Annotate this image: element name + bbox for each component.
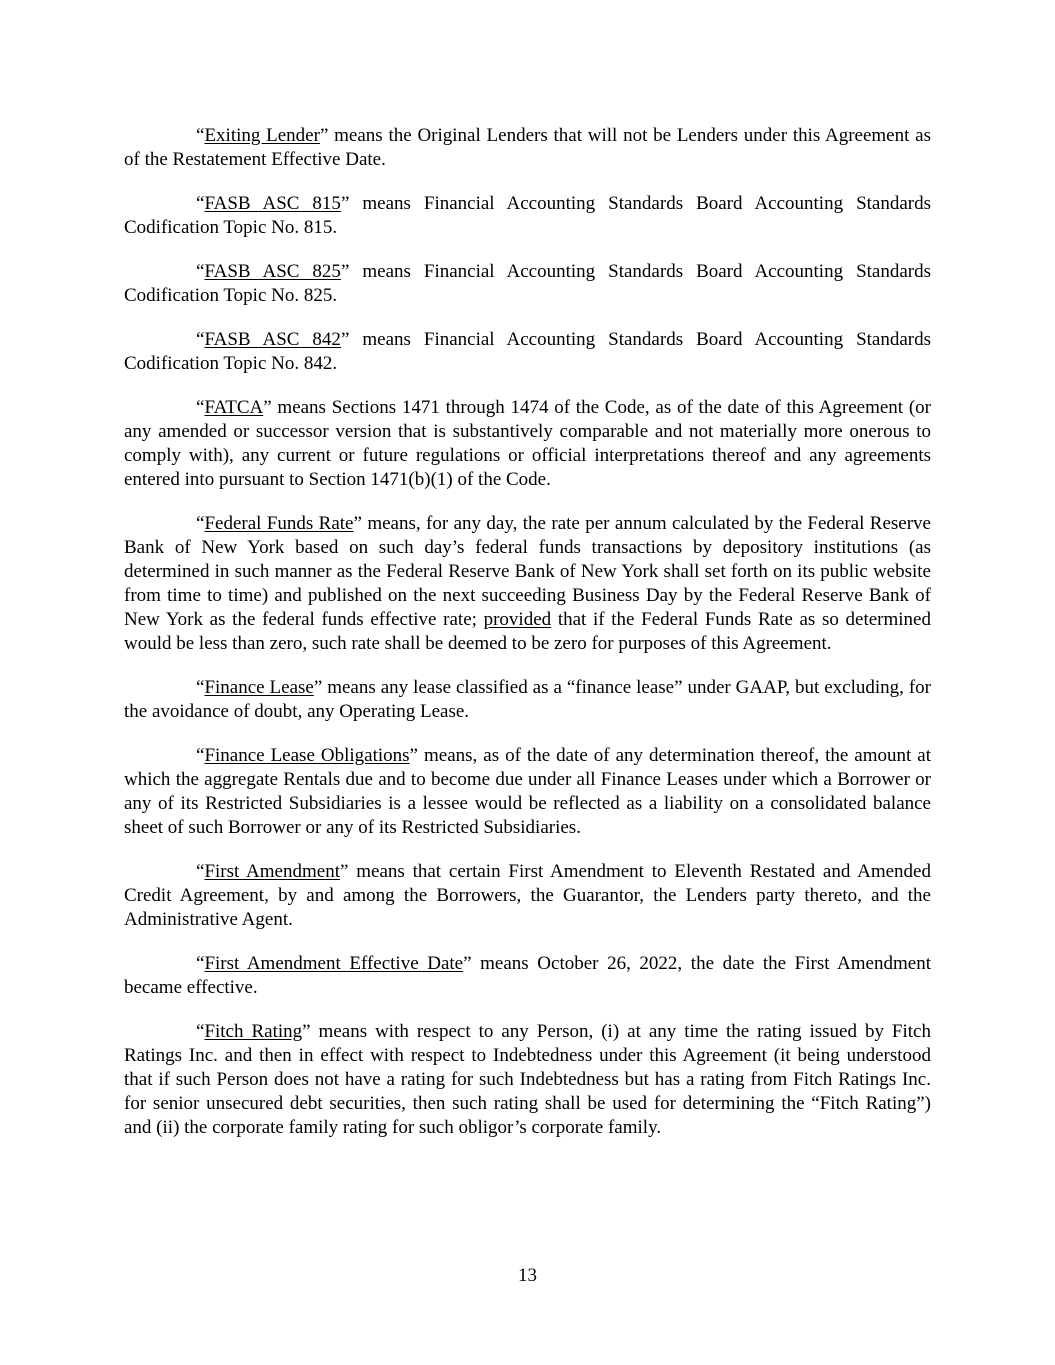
definition-exiting-lender: “Exiting Lender” means the Original Lenders that will not be Lenders under this Agreement as of the Restatement Effective Date. [124, 125, 931, 170]
definition-text: means any lease classified as a “finance lease” under GAAP, but excluding, for the avoidance of doubt, any Operating Lease. [124, 677, 931, 722]
definition-first-amendment: “First Amendment” means that certain First Amendment to Eleventh Restated and Amended Credit Agreement, by and among the Borrowers, the Guarantor, the Lenders party thereto, and the Administrative Agent. [124, 861, 931, 930]
definition-text-end: that if the Federal Funds Rate as so determined would be less than zero, such rate shall be deemed to be zero for purposes of this Agreement. [124, 609, 931, 654]
defined-term: FATCA [204, 397, 264, 418]
defined-term: Finance Lease Obligations [204, 745, 410, 766]
definition-text: means, for any day, the rate per annum calculated by the Federal Reserve Bank of New York based on such day’s federal funds transactions by depository institutions (as determined in such manner as the Federal Reserve Bank of New York shall set forth on its public website from time to time) and published on the next succeeding Business Day by the Federal Reserve Bank of New York as the federal funds effective rate; [124, 513, 931, 630]
definition-fitch-rating: “Fitch Rating” means with respect to any Person, (i) at any time the rating issued by Fitch Ratings Inc. and then in effect with respect to Indebtedness under this Agreement (it being understood that if such Person does not have a rating for such Indebtedness but has a rating from Fitch Ratings Inc. for senior unsecured debt securities, then such rating shall be used for determining the “Fitch Rating”) and (ii) the corporate family rating for such obligor’s corporate family. [124, 1021, 931, 1138]
defined-term: Finance Lease [204, 677, 314, 698]
defined-term: Federal Funds Rate [204, 513, 354, 534]
page-number: 13 [518, 1265, 537, 1286]
definition-text: means that certain First Amendment to Eleventh Restated and Amended Credit Agreement, by and among the Borrowers, the Guarantor, the Lenders party thereto, and the Administrative Agent. [124, 861, 931, 930]
defined-term: FASB ASC 825 [204, 261, 341, 282]
definition-fasb-asc-815: “FASB ASC 815” means Financial Accounting Standards Board Accounting Standards Codification Topic No. 815. [124, 193, 931, 238]
defined-term: First Amendment [204, 861, 340, 882]
definition-text: means, as of the date of any determination thereof, the amount at which the aggregate Rentals due and to become due under all Finance Leases under which a Borrower or any of its Restricted Subsidiaries is a lessee would be reflected as a liability on a consolidated balance sheet of such Borrower or any of its Restricted Subsidiaries. [124, 745, 932, 838]
underlined-word-provided: provided [483, 609, 552, 630]
definition-finance-lease-obligations: “Finance Lease Obligations” means, as of the date of any determination thereof, the amount at which the aggregate Rentals due and to become due under all Finance Leases under which a Borrower or any of its Restricted Subsidiaries is a lessee would be reflected as a liability on a consolidated balance sheet of such Borrower or any of its Restricted Subsidiaries. [124, 745, 932, 838]
definition-fasb-asc-825: “FASB ASC 825” means Financial Accounting Standards Board Accounting Standards Codification Topic No. 825. [124, 261, 931, 306]
defined-term: FASB ASC 815 [204, 193, 341, 214]
defined-term: Exiting Lender [204, 125, 320, 146]
definition-first-amendment-effective-date: “First Amendment Effective Date” means October 26, 2022, the date the First Amendment became effective. [124, 953, 931, 998]
definition-fatca: “FATCA” means Sections 1471 through 1474 of the Code, as of the date of this Agreement (or any amended or successor version that is substantively comparable and not materially more onerous to comply with), any current or future regulations or official interpretations thereof and any agreements entered into pursuant to Section 1471(b)(1) of the Code. [124, 397, 931, 490]
definition-finance-lease: “Finance Lease” means any lease classified as a “finance lease” under GAAP, but excluding, for the avoidance of doubt, any Operating Lease. [124, 677, 931, 722]
definition-text: means Financial Accounting Standards Board Accounting Standards Codification Topic No. 815. [124, 193, 931, 238]
definition-fasb-asc-842: “FASB ASC 842” means Financial Accounting Standards Board Accounting Standards Codification Topic No. 842. [124, 329, 931, 374]
definition-text: means Sections 1471 through 1474 of the Code, as of the date of this Agreement (or any amended or successor version that is substantively comparable and not materially more onerous to comply with), any current or future regulations or official interpretations thereof and any agreements entered into pursuant to Section 1471(b)(1) of the Code. [124, 397, 931, 490]
document-page [124, 124, 931, 1160]
definition-text: means the Original Lenders that will not be Lenders under this Agreement as of the Restatement Effective Date. [124, 125, 931, 170]
defined-term: First Amendment Effective Date [204, 953, 464, 974]
definition-text: means October 26, 2022, the date the First Amendment became effective. [124, 953, 931, 998]
definition-text: means Financial Accounting Standards Board Accounting Standards Codification Topic No. 842. [124, 329, 931, 374]
definition-federal-funds-rate: “Federal Funds Rate” means, for any day, the rate per annum calculated by the Federal Reserve Bank of New York based on such day’s federal funds transactions by depository institutions (as determined in such manner as the Federal Reserve Bank of New York shall set forth on its public website from time to time) and published on the next succeeding Business Day by the Federal Reserve Bank of New York as the federal funds effective rate; provided that if the Federal Funds Rate as so determined would be less than zero, such rate shall be deemed to be zero for purposes of this Agreement. [124, 513, 931, 654]
definition-text: means with respect to any Person, (i) at any time the rating issued by Fitch Ratings Inc. and then in effect with respect to Indebtedness under this Agreement (it being understood that if such Person does not have a rating for such Indebtedness but has a rating from Fitch Ratings Inc. for senior unsecured debt securities, then such rating shall be used for determining the “Fitch Rating”) and (ii) the corporate family rating for such obligor’s corporate family. [124, 1021, 931, 1138]
definition-text: means Financial Accounting Standards Board Accounting Standards Codification Topic No. 825. [124, 261, 931, 306]
defined-term: FASB ASC 842 [204, 329, 341, 350]
defined-term: Fitch Rating [204, 1021, 303, 1042]
